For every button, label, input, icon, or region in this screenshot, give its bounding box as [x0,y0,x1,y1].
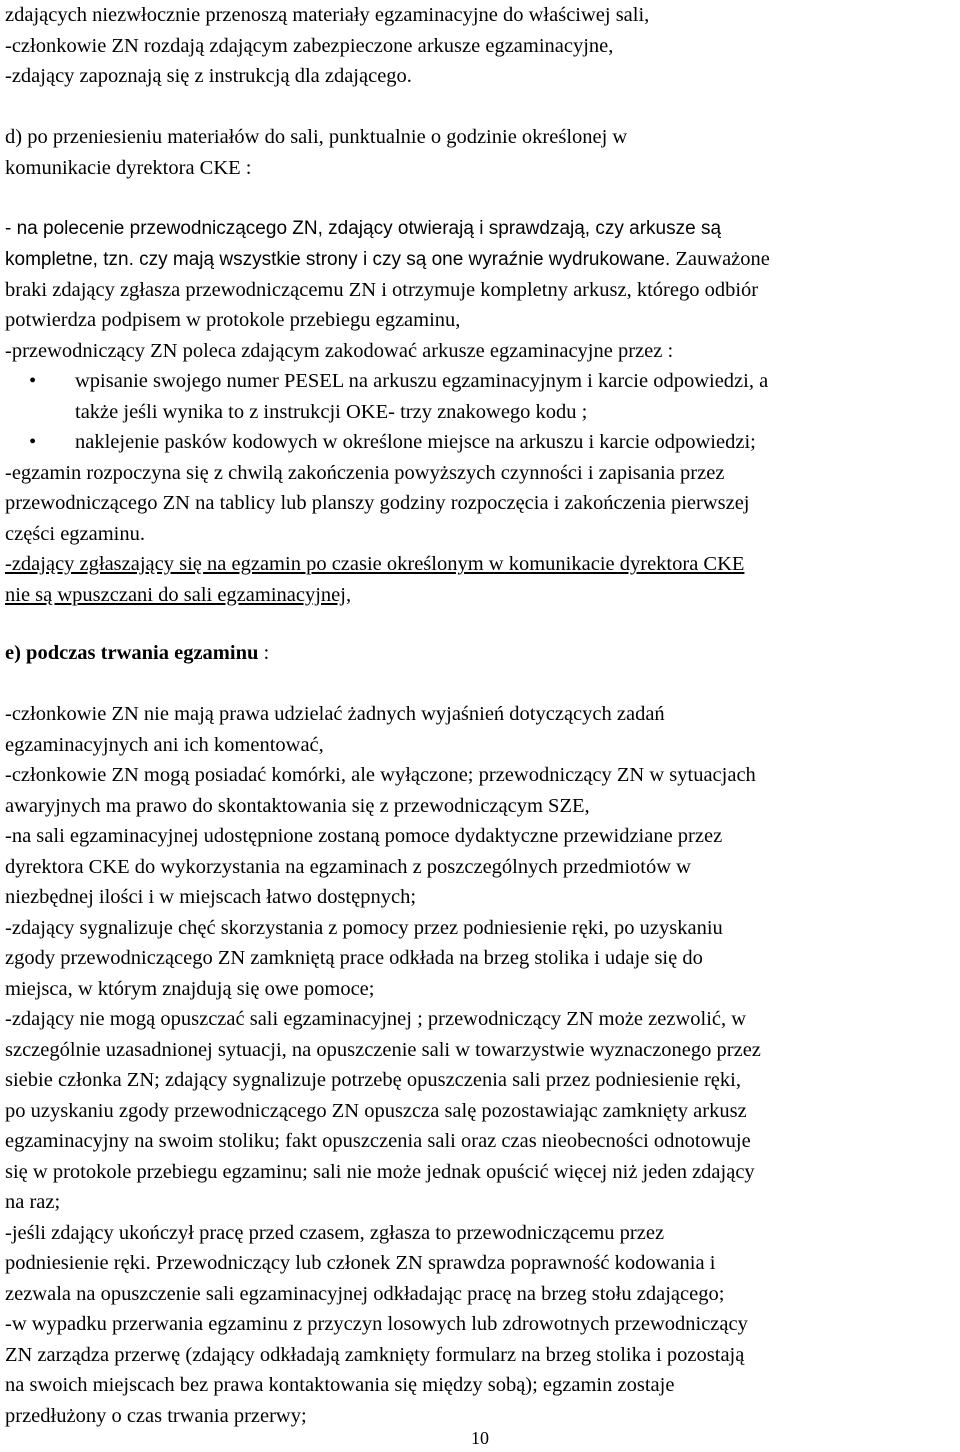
bullet-icon: • [29,431,37,453]
bullet-item [5,366,957,397]
text-line: -zdający nie mogą opuszczać sali egzaminacyjnej ; przewodniczący ZN może zezwolić, w [5,1008,747,1030]
text-line: przedłużony o czas trwania przerwy; [5,1404,307,1427]
text-line: się w protokole przebiegu egzaminu; sali nie może jednak opuścić więcej niż jeden zdający [5,1160,755,1183]
section-d-heading: d) po przeniesieniu materiałów do sali, punktualnie o godzinie określonej w [5,126,628,148]
text-line: -członkowie ZN rozdają zdającym zabezpieczone arkusze egzaminacyjne, [5,34,614,57]
spacer [5,183,957,214]
bullet-icon: • [29,370,37,392]
section-e [5,638,957,1431]
page-number: 10 [471,1428,489,1448]
section-d [5,122,957,610]
section-e-heading-bold: e) podczas trwania egzaminu [5,642,259,664]
bullet-text: naklejenie pasków kodowych w określone miejsce na arkuszu i karcie odpowiedzi; [75,431,756,453]
text-line: na swoich miejscach bez prawa kontaktowania się między sobą); egzamin zostaje [5,1374,675,1396]
document-page [5,0,957,1431]
text-line: -egzamin rozpoczyna się z chwilą zakończenia powyższych czynności i zapisania przez [5,461,725,484]
text-line: -zdający zapoznają się z instrukcją dla zdającego. [5,65,412,87]
text-line: -członkowie ZN mogą posiadać komórki, ale wyłączone; przewodniczący ZN w sytuacjach [5,764,756,786]
underlined-line: nie są wpuszczani do sali egzaminacyjnej, [5,583,352,606]
underlined-line: -zdający zgłaszający się na egzamin po czasie określonym w komunikacie dyrektora CKE [5,553,745,575]
text-line: -w wypadku przerwania egzaminu z przyczyn losowych lub zdrowotnych przewodniczący [5,1313,748,1335]
section-e-heading [5,638,957,669]
section-e-heading-colon: : [258,642,270,664]
text-line: -przewodniczący ZN poleca zdającym zakodować arkusze egzaminacyjne przez : [5,339,674,362]
text-line: części egzaminu. [5,522,146,545]
text-line: przewodniczącego ZN na tablicy lub planszy godziny rozpoczęcia i zakończenia pierwszej [5,492,750,514]
text-line: miejsca, w którym znajdują się owe pomoce; [5,977,375,1000]
text-line: awaryjnych ma prawo do skontaktowania się z przewodniczącym SZE, [5,794,590,817]
spacer [5,669,957,700]
text-line: na raz; [5,1191,61,1213]
text-line: podniesienie ręki. Przewodniczący lub członek ZN sprawdza poprawność kodowania i [5,1252,716,1274]
bullet-text: wpisanie swojego numer PESEL na arkuszu egzaminacyjnym i karcie odpowiedzi, a [75,370,769,392]
spacer [5,92,957,123]
text-line: zgody przewodniczącego ZN zamkniętą prace odkłada na brzeg stolika i udaje się do [5,947,703,969]
section-d-heading-cont: komunikacie dyrektora CKE : [5,156,252,179]
text-line: po uzyskaniu zgody przewodniczącego ZN opuszcza salę pozostawiając zamknięty arkusz [5,1099,747,1122]
text-line: -jeśli zdający ukończył pracę przed czasem, zgłasza to przewodniczącemu przez [5,1221,665,1244]
text-line: -zdający sygnalizuje chęć skorzystania z pomocy przez podniesienie ręki, po uzyskaniu [5,916,723,939]
serif-segment: Zauważone [670,248,770,270]
text-line: ZN zarządza przerwę (zdający odkładają zamknięty formularz na brzeg stolika i pozostają [5,1343,745,1366]
text-line: egzaminacyjnych ani ich komentować, [5,733,324,756]
text-line: braki zdający zgłasza przewodniczącemu ZN i otrzymuje kompletny arkusz, którego odbiór [5,278,759,301]
text-line: egzaminacyjny na swoim stoliku; fakt opuszczenia sali oraz czas nieobecności odnotowuje [5,1130,751,1152]
text-line: - na polecenie przewodniczącego ZN, zdający otwierają i sprawdzają, czy arkusze są [5,217,722,239]
sans-segment: kompletne, tzn. czy mają wszystkie strony i czy są one wyraźnie wydrukowane. [5,249,671,270]
text-line: dyrektora CKE do wykorzystania na egzaminach z poszczególnych przedmiotów w [5,855,691,878]
text-line: niezbędnej ilości i w miejscach łatwo dostępnych; [5,886,417,908]
text-line: zezwala na opuszczenie sali egzaminacyjnej odkładając pracę na brzeg stołu zdającego; [5,1282,725,1305]
bullet-item [5,427,957,458]
text-line-mixed [5,244,957,275]
section-e-body [5,699,957,1431]
text-line: potwierdza podpisem w protokole przebiegu egzaminu, [5,309,461,331]
text-line: -członkowie ZN nie mają prawa udzielać żadnych wyjaśnień dotyczących zadań [5,703,665,725]
text-line: siebie członka ZN; zdający sygnalizuje potrzebę opuszczenia sali przez podniesienie ręki, [5,1069,741,1091]
top-lines [5,0,957,92]
text-line: -na sali egzaminacyjnej udostępnione zostaną pomoce dydaktyczne przewidziane przez [5,825,723,847]
text-line: zdających niezwłocznie przenoszą materiały egzaminacyjne do właściwej sali, [5,4,650,26]
bullet-text-cont: także jeśli wynika to z instrukcji OKE- trzy znakowego kodu ; [75,400,588,423]
text-line: szczególnie uzasadnionej sytuacji, na opuszczenie sali w towarzystwie wyznaczonego przez [5,1038,761,1061]
